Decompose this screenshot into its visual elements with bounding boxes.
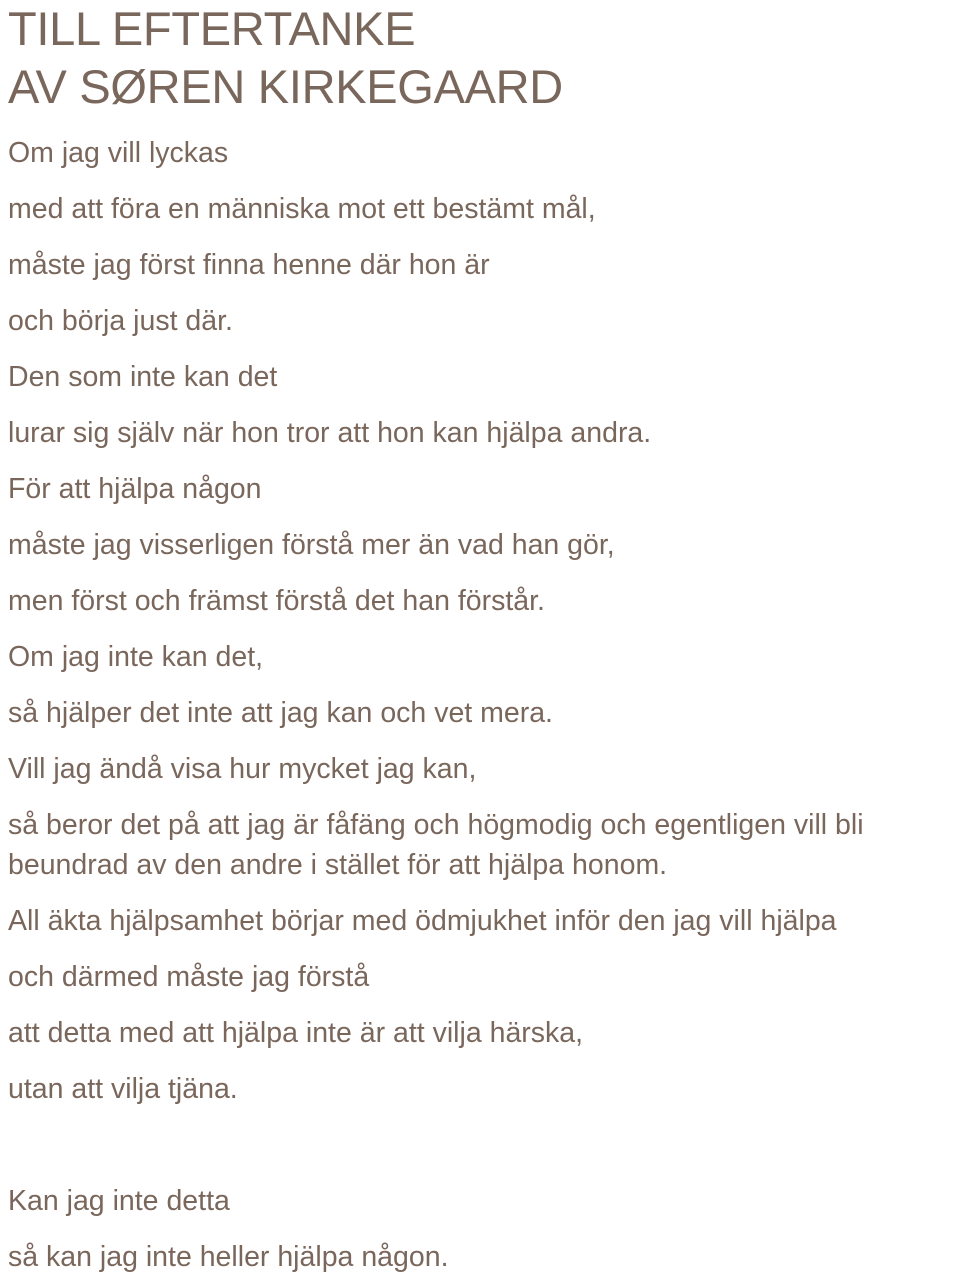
- poem-line: Den som inte kan det: [8, 361, 278, 393]
- poem-line: och börja just där.: [8, 305, 233, 337]
- poem-line: med att föra en människa mot ett bestämt mål,: [8, 193, 596, 225]
- poem-line: måste jag först finna henne där hon är: [8, 249, 490, 281]
- poem-line: så hjälper det inte att jag kan och vet mera.: [8, 697, 553, 729]
- title-line-1: TILL EFTERTANKE: [8, 2, 416, 55]
- poem-line: För att hjälpa någon: [8, 473, 262, 505]
- poem-line: och därmed måste jag förstå: [8, 961, 370, 993]
- poem-line: Kan jag inte detta: [8, 1185, 230, 1217]
- poem-line: Om jag vill lyckas: [8, 137, 229, 169]
- poem-line: beundrad av den andre i stället för att hjälpa honom.: [8, 849, 668, 881]
- poem-line: utan att vilja tjäna.: [8, 1073, 238, 1105]
- poem-line: att detta med att hjälpa inte är att vilja härska,: [8, 1017, 584, 1049]
- poem-line: måste jag visserligen förstå mer än vad han gör,: [8, 529, 615, 561]
- poem-line: lurar sig själv när hon tror att hon kan hjälpa andra.: [8, 417, 652, 449]
- poem-line: så beror det på att jag är fåfäng och högmodig och egentligen vill bli: [8, 809, 864, 841]
- poem-line: men först och främst förstå det han förstår.: [8, 585, 545, 617]
- poem-line: All äkta hjälpsamhet börjar med ödmjukhet inför den jag vill hjälpa: [8, 905, 837, 937]
- title-line-2: AV SØREN KIRKEGAARD: [8, 60, 563, 113]
- page-title: [8, 0, 563, 116]
- poem-line: Om jag inte kan det,: [8, 641, 264, 673]
- poem-line: så kan jag inte heller hjälpa någon.: [8, 1241, 449, 1273]
- poem-line: Vill jag ändå visa hur mycket jag kan,: [8, 753, 477, 785]
